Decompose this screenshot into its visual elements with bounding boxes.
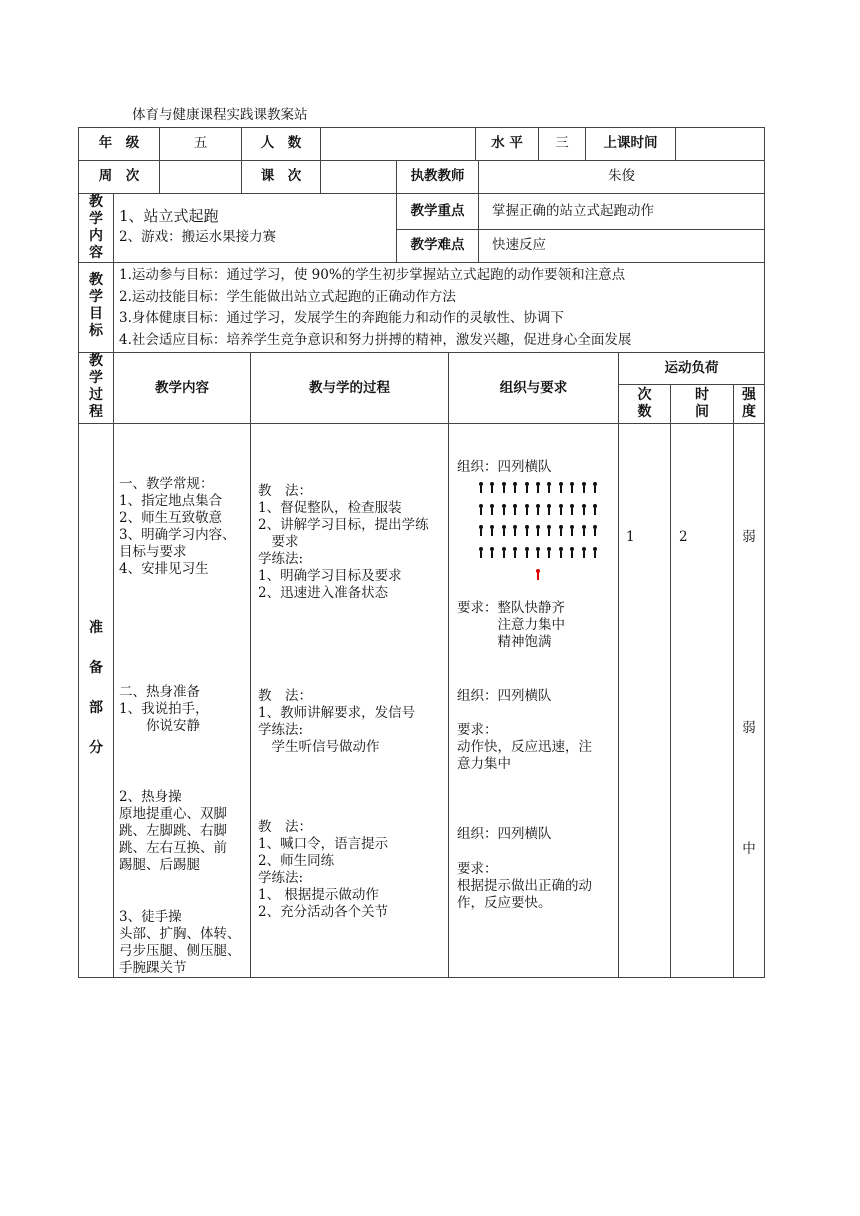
grid-line bbox=[733, 384, 734, 977]
grid-line bbox=[618, 352, 619, 977]
calisthenics-content: 3、徒手操 头部、扩胸、体转、 弓步压腿、侧压腿、 手腕踝关节 bbox=[119, 909, 241, 976]
student-figure-icon bbox=[478, 547, 484, 558]
grid-line bbox=[320, 127, 321, 193]
student-figure-icon bbox=[546, 525, 552, 536]
student-figure-icon bbox=[501, 525, 507, 536]
content-section-label: 教 学 内 容 bbox=[89, 194, 103, 261]
student-figure-icon bbox=[592, 525, 598, 536]
student-figure-icon bbox=[501, 482, 507, 493]
student-figure-icon bbox=[569, 525, 575, 536]
grade-label: 年 级 bbox=[98, 135, 140, 151]
student-figure-icon bbox=[535, 525, 541, 536]
level-value: 三 bbox=[555, 135, 569, 151]
grid-line bbox=[78, 352, 765, 353]
student-figure-icon bbox=[489, 482, 495, 493]
content-item-1: 1、站立式起跑 bbox=[119, 207, 219, 225]
key-point-label: 教学重点 bbox=[410, 203, 465, 219]
student-figure-icon bbox=[546, 547, 552, 558]
column-header-intensity: 强 度 bbox=[742, 387, 756, 420]
people-label: 人 数 bbox=[260, 135, 302, 151]
prep-section-label: 准 备 部 分 bbox=[89, 620, 103, 756]
teacher-label: 执教教师 bbox=[410, 168, 465, 184]
student-figure-icon bbox=[512, 504, 518, 515]
grid-line bbox=[78, 193, 765, 194]
student-figure-icon bbox=[501, 547, 507, 558]
student-figure-icon bbox=[524, 504, 530, 515]
exercise-requirements: 要求： 根据提示做出正确的动 作，反应要快。 bbox=[457, 861, 592, 911]
key-point-value: 掌握正确的站立式起跑动作 bbox=[492, 203, 654, 219]
routine-times: 1 bbox=[626, 529, 635, 545]
teacher-figure-icon bbox=[535, 569, 541, 580]
student-figure-icon bbox=[546, 482, 552, 493]
grid-line bbox=[670, 384, 671, 977]
exercise-process: 教 法： 1、喊口令，语言提示 2、师生同练 学练法: 1、 根据提示做动作 2、充分活动各个关节 bbox=[258, 819, 389, 920]
grid-line bbox=[78, 977, 765, 978]
grid-line bbox=[250, 352, 251, 977]
content-item-2: 2、游戏：搬运水果接力赛 bbox=[119, 229, 277, 245]
grid-line bbox=[675, 127, 676, 160]
week-label: 周 次 bbox=[98, 168, 140, 184]
student-figure-icon bbox=[535, 504, 541, 515]
student-figure-icon bbox=[501, 504, 507, 515]
routine-requirements: 要求：整队快静齐 注意力集中 精神饱满 bbox=[457, 600, 565, 650]
lesson-label: 课 次 bbox=[260, 168, 302, 184]
column-header-times: 次 数 bbox=[637, 387, 652, 420]
student-figure-icon bbox=[592, 547, 598, 558]
column-header-organization: 组织与要求 bbox=[499, 380, 568, 396]
student-figure-icon bbox=[581, 504, 587, 515]
student-figure-icon bbox=[569, 547, 575, 558]
student-figure-icon bbox=[558, 547, 564, 558]
student-figure-icon bbox=[546, 504, 552, 515]
formation-diagram bbox=[478, 482, 603, 582]
student-figure-icon bbox=[569, 504, 575, 515]
goal-item: 4.社会适应目标：培养学生竞争意识和努力拼搏的精神，激发兴趣，促进身心全面发展 bbox=[119, 331, 632, 348]
column-header-load: 运动负荷 bbox=[664, 360, 719, 376]
exercise-intensity: 中 bbox=[742, 841, 756, 857]
level-label: 水 平 bbox=[491, 135, 523, 151]
exercise-content: 2、热身操 原地提重心、双脚 跳、左脚跳、右脚 跳、左右互换、前 踢腿、后踢腿 bbox=[119, 789, 227, 873]
student-figure-icon bbox=[592, 504, 598, 515]
warmup-content: 二、热身准备 1、我说拍手， 你说安静 bbox=[119, 684, 209, 734]
student-figure-icon bbox=[592, 482, 598, 493]
grid-line bbox=[618, 384, 765, 385]
student-figure-icon bbox=[478, 525, 484, 536]
student-figure-icon bbox=[535, 547, 541, 558]
student-figure-icon bbox=[489, 504, 495, 515]
student-figure-icon bbox=[558, 504, 564, 515]
student-figure-icon bbox=[524, 482, 530, 493]
goal-item: 2.运动技能目标：学生能做出站立式起跑的正确动作方法 bbox=[119, 288, 456, 305]
goals-list bbox=[119, 265, 631, 351]
grid-line bbox=[396, 229, 765, 230]
difficulty-label: 教学难点 bbox=[410, 237, 465, 253]
student-figure-icon bbox=[512, 525, 518, 536]
student-figure-icon bbox=[524, 547, 530, 558]
grade-value: 五 bbox=[193, 135, 208, 151]
grid-line bbox=[113, 193, 114, 977]
student-figure-icon bbox=[489, 547, 495, 558]
routine-process: 教 法： 1、督促整队，检查服装 2、讲解学习目标，提出学练 要求 学练法: 1、明确学习目标及要求 2、迅速进入准备状态 bbox=[258, 483, 429, 601]
column-header-content: 教学内容 bbox=[155, 380, 209, 396]
process-section-label: 教 学 过 程 bbox=[89, 353, 103, 420]
student-figure-icon bbox=[581, 547, 587, 558]
student-figure-icon bbox=[535, 482, 541, 493]
column-header-process: 教与学的过程 bbox=[309, 380, 390, 396]
exercise-organization: 组织：四列横队 bbox=[457, 826, 552, 842]
grid-line bbox=[448, 352, 449, 977]
goals-section-label: 教 学 目 标 bbox=[89, 272, 103, 339]
warmup-requirements: 要求： 动作快，反应迅速，注 意力集中 bbox=[457, 722, 592, 772]
difficulty-value: 快速反应 bbox=[492, 237, 546, 253]
grid-line bbox=[78, 423, 765, 424]
document-title: 体育与健康课程实践课教案站 bbox=[132, 107, 308, 123]
class-time-label: 上课时间 bbox=[603, 135, 658, 151]
student-figure-icon bbox=[524, 525, 530, 536]
student-figure-icon bbox=[581, 482, 587, 493]
warmup-intensity: 弱 bbox=[742, 720, 756, 736]
student-figure-icon bbox=[478, 482, 484, 493]
grid-line bbox=[78, 160, 765, 161]
student-figure-icon bbox=[558, 525, 564, 536]
goal-item: 3.身体健康目标：通过学习，发展学生的奔跑能力和动作的灵敏性、协调下 bbox=[119, 310, 564, 326]
student-figure-icon bbox=[489, 525, 495, 536]
student-figure-icon bbox=[581, 525, 587, 536]
student-figure-icon bbox=[558, 482, 564, 493]
column-header-time: 时 间 bbox=[695, 387, 709, 420]
grid-line bbox=[764, 127, 765, 978]
warmup-process: 教 法： 1、教师讲解要求，发信号 学练法: 学生听信号做动作 bbox=[258, 688, 416, 755]
routine-organization: 组织：四列横队 bbox=[457, 459, 552, 475]
student-figure-icon bbox=[478, 504, 484, 515]
routine-time: 2 bbox=[679, 529, 688, 545]
routine-intensity: 弱 bbox=[742, 529, 756, 545]
student-figure-icon bbox=[569, 482, 575, 493]
grid-line bbox=[78, 262, 765, 263]
student-figure-icon bbox=[512, 547, 518, 558]
routine-content: 一、教学常规： 1、指定地点集合 2、师生互致敬意 3、明确学习内容、 目标与要求 4、安排见习生 bbox=[119, 476, 236, 577]
teacher-value: 朱俊 bbox=[608, 168, 635, 184]
grid-line bbox=[78, 127, 765, 128]
goal-item: 1.运动参与目标：通过学习，使 90%的学生初步掌握站立式起跑的动作要领和注意点 bbox=[119, 267, 626, 283]
warmup-organization: 组织：四列横队 bbox=[457, 688, 552, 704]
student-figure-icon bbox=[512, 482, 518, 493]
